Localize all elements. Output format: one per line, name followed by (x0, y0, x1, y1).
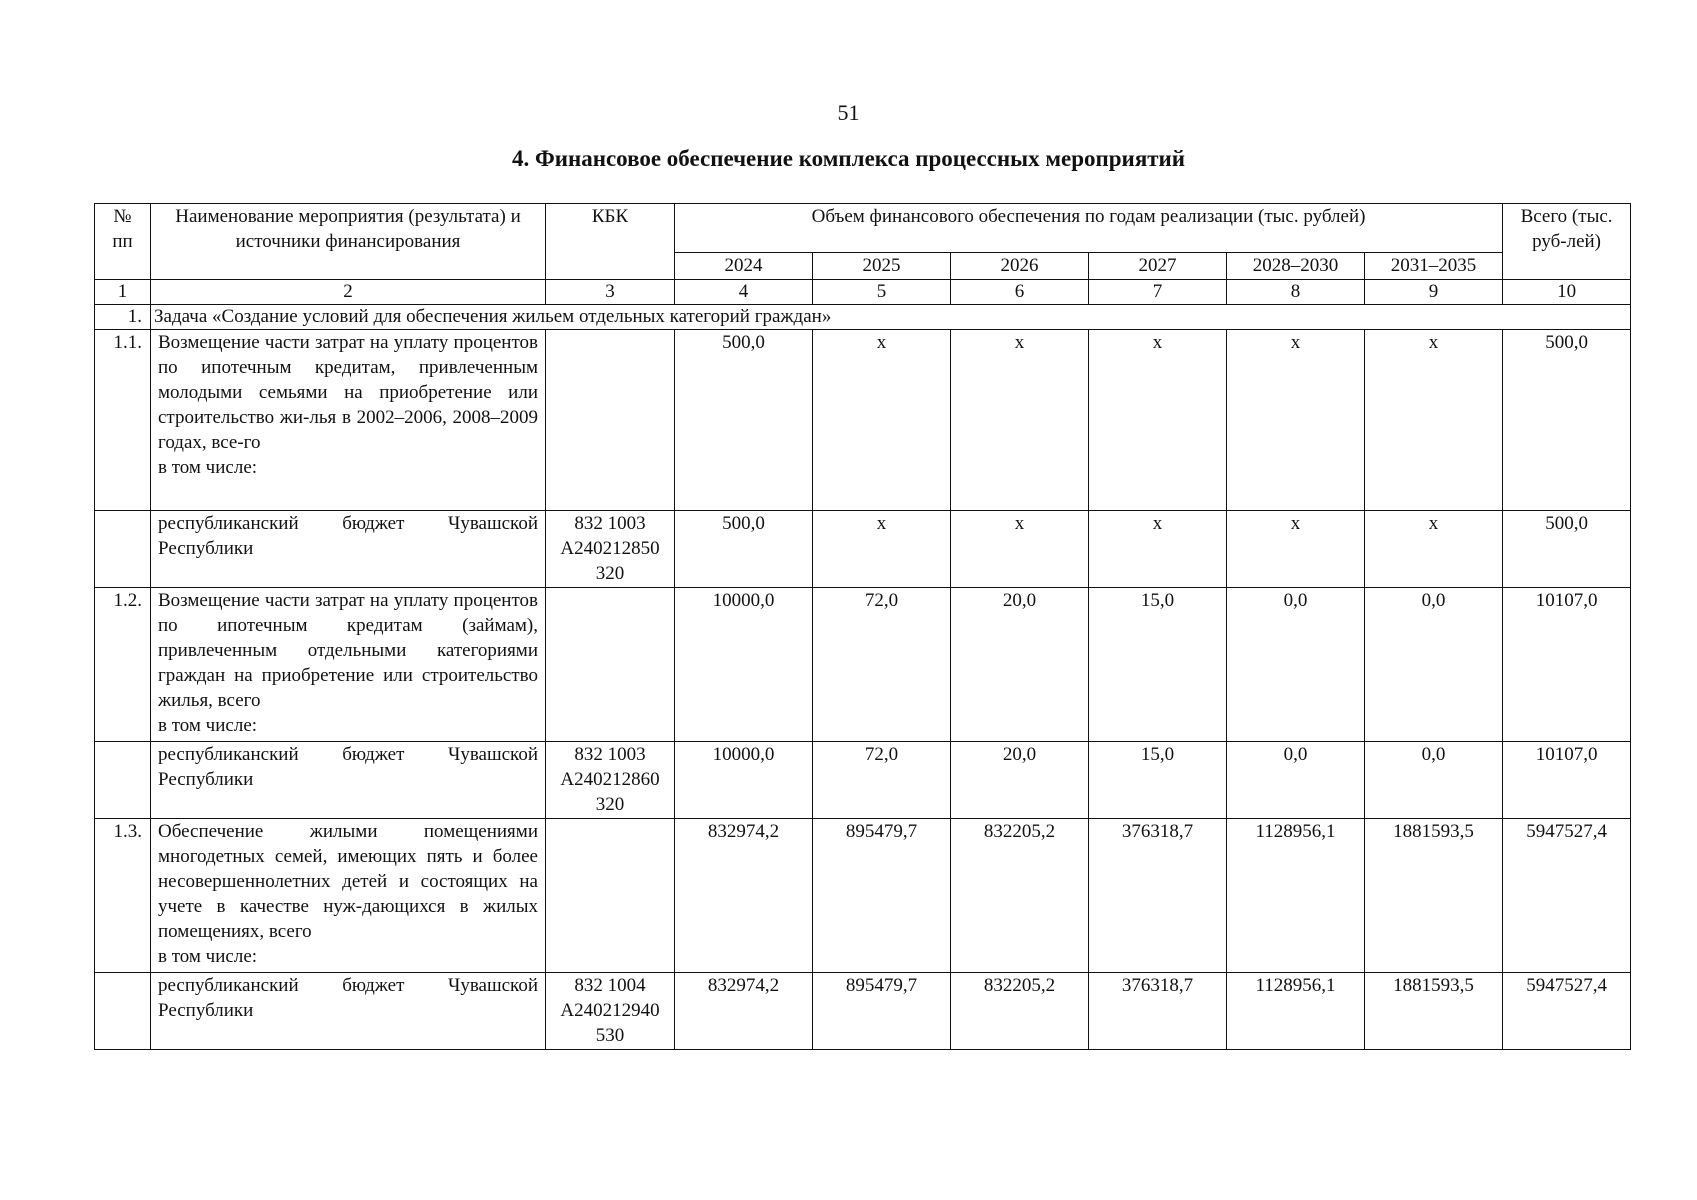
source-kbk-line: А240212940 (560, 1000, 660, 1021)
table-row (95, 330, 1631, 511)
header-volume: Объем финансового обеспечения по годам реализации (тыс. рублей) (675, 204, 1503, 253)
row-value: 20,0 (951, 588, 1089, 742)
header-total: Всего (тыс. руб-лей) (1503, 204, 1631, 280)
row-value: x (1089, 330, 1227, 511)
table-row (95, 742, 1631, 819)
header-no: № пп (95, 204, 151, 280)
source-total: 500,0 (1503, 511, 1631, 588)
header-kbk: КБК (546, 204, 675, 280)
row-kbk (546, 588, 675, 742)
source-value: 15,0 (1089, 742, 1227, 819)
row-kbk (546, 330, 675, 511)
financing-table (94, 203, 1631, 1050)
header-year: 2025 (813, 253, 951, 280)
row-name-cell (151, 588, 546, 742)
source-kbk-line: 832 1003 (574, 744, 646, 765)
header-year: 2027 (1089, 253, 1227, 280)
row-total: 5947527,4 (1503, 819, 1631, 973)
source-name: республиканский бюджет Чувашской Республики (151, 511, 546, 588)
task-number: 1. (95, 305, 151, 330)
row-name-cell (151, 819, 546, 973)
source-value: 72,0 (813, 742, 951, 819)
column-index: 8 (1227, 280, 1365, 305)
source-value: 0,0 (1365, 742, 1503, 819)
task-label: Задача «Создание условий для обеспечения жильем отдельных категорий граждан» (151, 305, 1631, 330)
row-value: 0,0 (1227, 588, 1365, 742)
source-value: x (1365, 511, 1503, 588)
source-kbk-cell (546, 742, 675, 819)
source-value: x (951, 511, 1089, 588)
source-kbk-line: 832 1004 (574, 975, 646, 996)
column-index: 1 (95, 280, 151, 305)
column-index: 4 (675, 280, 813, 305)
page-title: 4. Финансовое обеспечение комплекса процессных мероприятий (511, 146, 1186, 171)
row-name: Возмещение части затрат на уплату процентов по ипотечным кредитам (займам), привлеченным отдельными категориями граждан на приобретение или строительство жилья, всего (158, 590, 538, 711)
row-value: 72,0 (813, 588, 951, 742)
row-value: 500,0 (675, 330, 813, 511)
column-index: 9 (1365, 280, 1503, 305)
row-name: Возмещение части затрат на уплату процентов по ипотечным кредитам, привлеченным молодыми семьями на приобретение или строительство жи-лья в 2002–2006, 2008–2009 годах, все-го (158, 332, 538, 453)
source-value: 832205,2 (951, 973, 1089, 1050)
table-header-row (95, 204, 1631, 253)
header-year: 2031–2035 (1365, 253, 1503, 280)
source-value: x (1089, 511, 1227, 588)
source-value: x (813, 511, 951, 588)
row-name: Обеспечение жилыми помещениями многодетных семей, имеющих пять и более несовершеннолетних детей и состоящих на учете в качестве нуж-дающихся в жилых помещениях, всего (158, 821, 538, 942)
row-total: 500,0 (1503, 330, 1631, 511)
page-number: 51 (837, 100, 860, 125)
row-value: 832205,2 (951, 819, 1089, 973)
row-value: 0,0 (1365, 588, 1503, 742)
row-value: 15,0 (1089, 588, 1227, 742)
row-value: 1881593,5 (1365, 819, 1503, 973)
row-value: 1128956,1 (1227, 819, 1365, 973)
row-number: 1.1. (95, 330, 151, 511)
row-kbk (546, 819, 675, 973)
header-year: 2028–2030 (1227, 253, 1365, 280)
source-name: республиканский бюджет Чувашской Республики (151, 742, 546, 819)
source-value: 500,0 (675, 511, 813, 588)
task-row (95, 305, 1631, 330)
source-value: 1128956,1 (1227, 973, 1365, 1050)
source-value: 10000,0 (675, 742, 813, 819)
row-number (95, 742, 151, 819)
row-value: 376318,7 (1089, 819, 1227, 973)
column-index: 5 (813, 280, 951, 305)
row-number (95, 973, 151, 1050)
row-value: 10000,0 (675, 588, 813, 742)
table-row (95, 819, 1631, 973)
column-index: 2 (151, 280, 546, 305)
source-kbk-line: 832 1003 (574, 513, 646, 534)
row-value: 832974,2 (675, 819, 813, 973)
header-year: 2024 (675, 253, 813, 280)
row-subnote: в том числе: (158, 715, 258, 736)
source-value: 895479,7 (813, 973, 951, 1050)
column-index: 3 (546, 280, 675, 305)
source-kbk-cell (546, 973, 675, 1050)
row-value: x (1227, 330, 1365, 511)
source-kbk-line: А240212850 (560, 538, 660, 559)
source-value: 376318,7 (1089, 973, 1227, 1050)
row-value: x (813, 330, 951, 511)
header-year: 2026 (951, 253, 1089, 280)
row-value: 895479,7 (813, 819, 951, 973)
source-kbk-line: 320 (595, 563, 625, 584)
source-kbk-line: А240212860 (560, 769, 660, 790)
table-row (95, 511, 1631, 588)
row-number: 1.3. (95, 819, 151, 973)
column-index: 7 (1089, 280, 1227, 305)
row-subnote: в том числе: (158, 457, 258, 478)
source-name: республиканский бюджет Чувашской Республики (151, 973, 546, 1050)
source-value: x (1227, 511, 1365, 588)
source-value: 20,0 (951, 742, 1089, 819)
source-total: 10107,0 (1503, 742, 1631, 819)
table-row (95, 588, 1631, 742)
row-value: x (1365, 330, 1503, 511)
source-total: 5947527,4 (1503, 973, 1631, 1050)
source-value: 0,0 (1227, 742, 1365, 819)
row-value: x (951, 330, 1089, 511)
column-index-row (95, 280, 1631, 305)
header-name: Наименование мероприятия (результата) и источники финансирования (151, 204, 546, 280)
row-total: 10107,0 (1503, 588, 1631, 742)
source-kbk-line: 320 (595, 794, 625, 815)
source-value: 832974,2 (675, 973, 813, 1050)
table-row (95, 973, 1631, 1050)
column-index: 6 (951, 280, 1089, 305)
source-kbk-cell (546, 511, 675, 588)
row-name-cell (151, 330, 546, 511)
row-number: 1.2. (95, 588, 151, 742)
source-kbk-line: 530 (595, 1025, 625, 1046)
row-subnote: в том числе: (158, 946, 258, 967)
column-index: 10 (1503, 280, 1631, 305)
row-number (95, 511, 151, 588)
source-value: 1881593,5 (1365, 973, 1503, 1050)
